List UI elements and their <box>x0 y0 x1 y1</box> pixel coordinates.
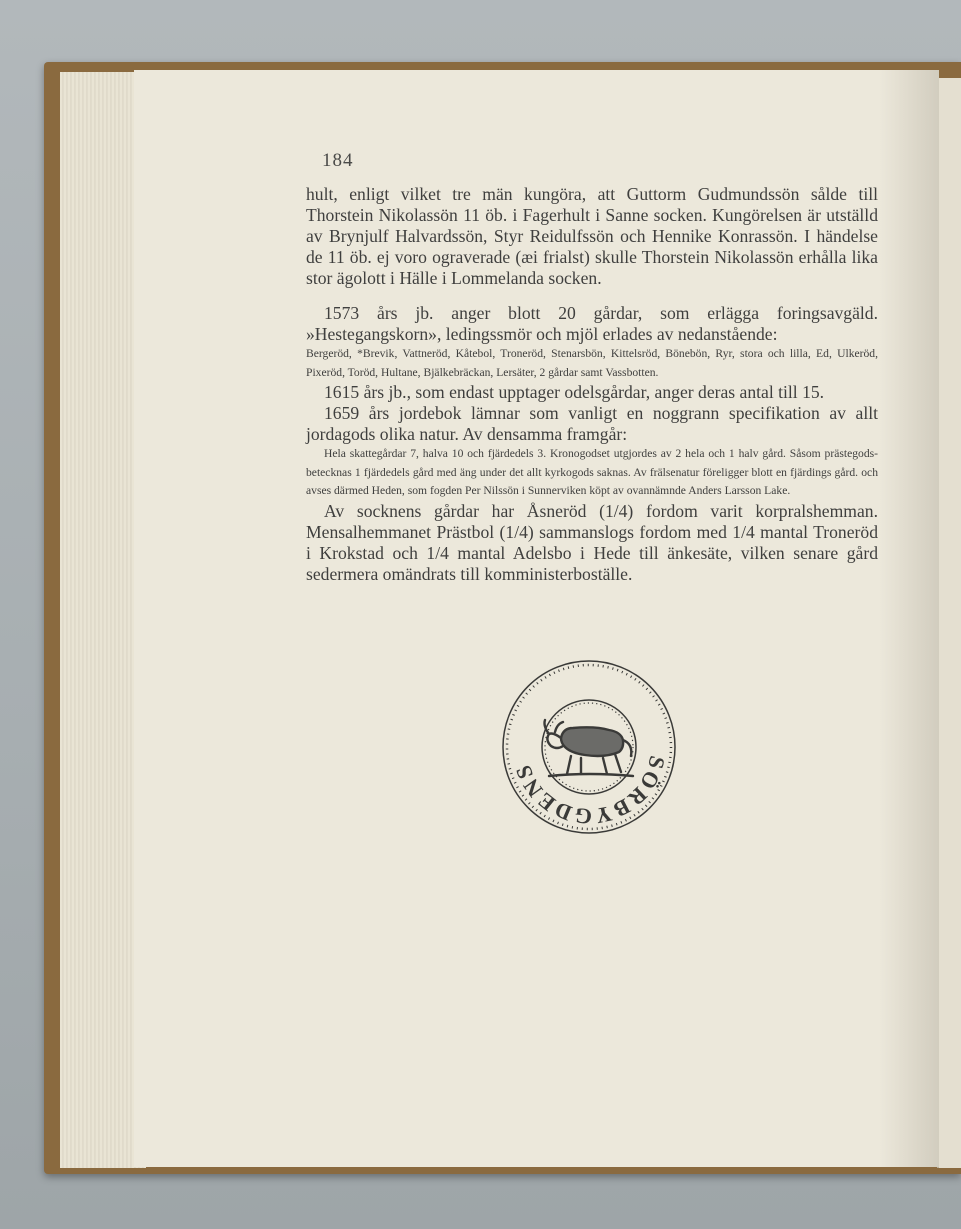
seal-icon <box>499 658 679 836</box>
ox-figure <box>545 720 634 776</box>
paragraph-1659: 1659 års jordebok lämnar som vanligt en noggrann specifikation av allt jordagods olika natur. Av densamma framgår: <box>306 403 878 444</box>
paragraph-farms: Av socknens gårdar har Åsneröd (1/4) fordom varit korpralshemman. Mensalhemmanet Prästbol (1/4) sammanslogs fordom med 1/4 mantal Troneröd i Krokstad och 1/4 mantal Adelsbo i Hede till änkesäte, vilken senare gård sedermera omändrats till komministerboställe. <box>306 500 878 584</box>
page-gutter-shade <box>879 70 939 1167</box>
next-page-edge <box>937 78 961 1168</box>
paragraph-1: hult, enligt vilket tre män kungöra, att Guttorm Gudmundssön sålde till Thorstein Nikolassön 11 öb. i Fagerhult i Sanne socken. Kungörelsen är utställd av Brynjulf Halvardssön, Styr Reidulfssön och Hennike Konrassön. I händelse de 11 öb. ej voro ograverade (æi frialst) skulle Thorstein Nikolassön erhålla lika stor ägolott i Hälle i Lommelanda socken. <box>306 184 878 288</box>
seal-inscription: SÖRBYGDENS <box>509 753 671 830</box>
paragraph-1615: 1615 års jb., som endast upptager odelsgårdar, anger deras antal till 15. <box>324 382 825 402</box>
district-seal <box>499 658 679 836</box>
paragraph-2: 1573 års jb. anger blott 20 gårdar, som erlägga foringsavgäld. »Hestegangskorn», ledingssmör och mjöl erlades av nedanstående: <box>306 303 878 344</box>
farm-list: Bergeröd, *Brevik, Vattneröd, Kåtebol, Troneröd, Stenarsbön, Kittelsröd, Bönebön, Ryr, stora och lilla, Ed, Ulkeröd, Pixeröd, Toröd, Hultane, Bjälkebräckan, Lersäter, 2 gårdar samt Vassbotten. <box>306 347 878 379</box>
page-text <box>306 184 878 585</box>
specification-note: Hela skattegårdar 7, halva 10 och fjärdedels 3. Kronogodset utgjordes av 2 hela och 1 halv gård. Såsom prästegods- betecknas 1 fjärdedels gård med äng under det allt kyrkogods saknas. Av frälsenatur föreligger blott en fjärdings gård. och avses därmed Heden, som fogden Per Nilssön i Sunnerviken köpt av ovannämnde Anders Larsson Lake. <box>306 447 878 497</box>
page-number: 184 <box>322 150 354 171</box>
